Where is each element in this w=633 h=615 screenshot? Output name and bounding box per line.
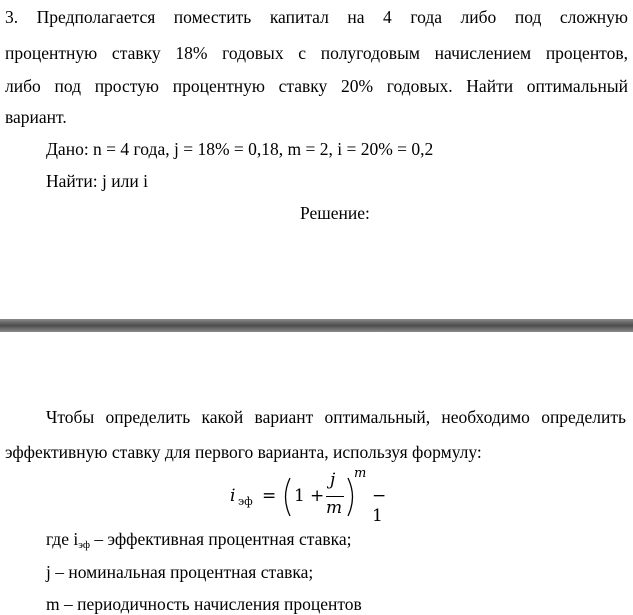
formula-lhs: i [230, 486, 236, 506]
given-line: Дано: n = 4 года, j = 18% = 0,18, m = 2, i = 20% = 0,2 [46, 139, 434, 159]
formula-numerator: j [330, 470, 336, 490]
definition-line-3: m – периодичность начисления процентов [46, 594, 362, 614]
definition-prefix: где i [46, 529, 79, 549]
formula-minus-one: − 1 [372, 486, 387, 526]
solution-heading: Решение: [300, 203, 370, 223]
page-separator [0, 319, 633, 332]
formula-one: 1 [294, 486, 305, 506]
definition-line-2: j – номинальная процентная ставка; [46, 562, 314, 582]
effective-rate-formula [230, 466, 400, 526]
problem-line-2: процентную ставку 18% годовых с полугодовым начислением процентов, [5, 43, 628, 63]
left-paren-icon [280, 476, 292, 518]
problem-line-4: вариант. [5, 107, 67, 127]
definition-text: – эффективная процентная ставка; [90, 529, 352, 549]
definition-subscript: эф [78, 539, 91, 551]
solution-line-1: Чтобы определить какой вариант оптимальный, необходимо определить [46, 407, 626, 427]
problem-line-3: либо под простую процентную ставку 20% годовых. Найти оптимальный [5, 76, 628, 96]
fraction-bar [326, 496, 344, 497]
formula-equals: = [262, 486, 277, 506]
definition-line-1 [46, 528, 351, 556]
find-line: Найти: j или i [46, 171, 148, 191]
formula-plus: + [310, 486, 325, 506]
right-paren-icon [346, 476, 358, 518]
formula-lhs-subscript: эф [238, 495, 253, 508]
formula-denominator: m [326, 498, 343, 518]
formula-exponent: m [354, 466, 367, 481]
problem-line-1: 3. Предполагается поместить капитал на 4 года либо под сложную [5, 7, 628, 27]
solution-line-2: эффективную ставку для первого варианта, используя формулу: [5, 442, 482, 462]
